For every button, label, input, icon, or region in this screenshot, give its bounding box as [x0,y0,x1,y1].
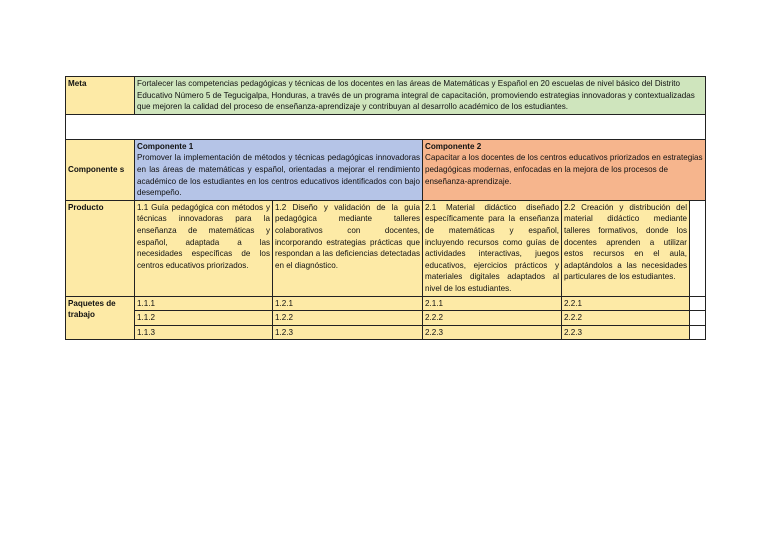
componentes-label: Componente s [66,139,135,200]
paquete-cell: 1.2.2 [273,311,423,326]
producto-empty-cell [690,200,706,296]
componentes-row [66,139,706,200]
componente-1-title: Componente 1 [137,141,194,151]
producto-2-2: 2.2 Creación y distribución del material didáctico mediante talleres formativos, donde los docentes aprenden a utilizar estos recursos en el aula, adaptándolos a las necesidades particulares de los estudiantes. [562,200,690,296]
producto-2-1: 2.1 Material didáctico diseñado específicamente para la enseñanza de matemáticas y español, incluyendo recursos como guías de actividades interactivas, juegos educativos, ejercicios prácticos y materiales digitales adaptados al nivel de los estudiantes. [423,200,562,296]
meta-row [66,77,706,115]
paquete-cell: 1.2.1 [273,296,423,311]
paquete-empty-cell [690,311,706,326]
paquetes-row-3 [66,325,706,340]
producto-row [66,200,706,296]
componente-2-text: Capacitar a los docentes de los centros educativos priorizados en estrategias pedagógicas modernas, enfocadas en la mejora de los procesos de enseñanza-aprendizaje. [425,153,703,186]
paquete-cell: 1.1.3 [135,325,273,340]
paquete-cell: 2.2.3 [423,325,562,340]
paquetes-row-1 [66,296,706,311]
paquete-cell: 2.2.2 [562,311,690,326]
paquete-cell: 2.2.1 [562,296,690,311]
producto-1-1: 1.1 Guía pedagógica con métodos y técnicas innovadoras para la enseñanza de matemáticas y español, adaptada a las necesidades específicas de los centros educativos priorizados. [135,200,273,296]
componente-2-title: Componente 2 [425,141,482,151]
blank-cell [66,114,706,139]
paquete-cell: 2.2.2 [423,311,562,326]
meta-text: Fortalecer las competencias pedagógicas y técnicas de los docentes en las áreas de Matemáticas y Español en 20 escuelas de nivel básico del Distrito Educativo Número 5 de Tegucigalpa, Honduras, a través de un programa integral de capacitación, promoviendo estrategias innovadoras y contextualizadas que mejoren la calidad del proceso de enseñanza-aprendizaje y contribuyan al desarrollo académico de los estudiantes. [135,77,706,115]
meta-label: Meta [66,77,135,115]
paquete-cell: 2.2.3 [562,325,690,340]
logical-framework-table [65,76,706,340]
paquetes-row-2 [66,311,706,326]
blank-row [66,114,706,139]
componente-1-text: Promover la implementación de métodos y técnicas pedagógicas innovadoras en las áreas de matemáticas y español, orientadas a mejorar el rendimiento académico de los estudiantes en los centros educativos identificados con bajo desempeño. [137,153,420,198]
paquete-cell: 1.1.1 [135,296,273,311]
paquete-cell: 2.1.1 [423,296,562,311]
paquete-cell: 1.1.2 [135,311,273,326]
paquete-cell: 1.2.3 [273,325,423,340]
componente-1-cell [135,139,423,200]
producto-label: Producto [66,200,135,296]
paquete-empty-cell [690,296,706,311]
producto-1-2: 1.2 Diseño y validación de la guía pedagógica mediante talleres colaborativos con docentes, incorporando estrategias prácticas que respondan a las deficiencias detectadas en el diagnóstico. [273,200,423,296]
paquete-empty-cell [690,325,706,340]
paquetes-label: Paquetes de trabajo [66,296,135,340]
componente-2-cell [423,139,706,200]
